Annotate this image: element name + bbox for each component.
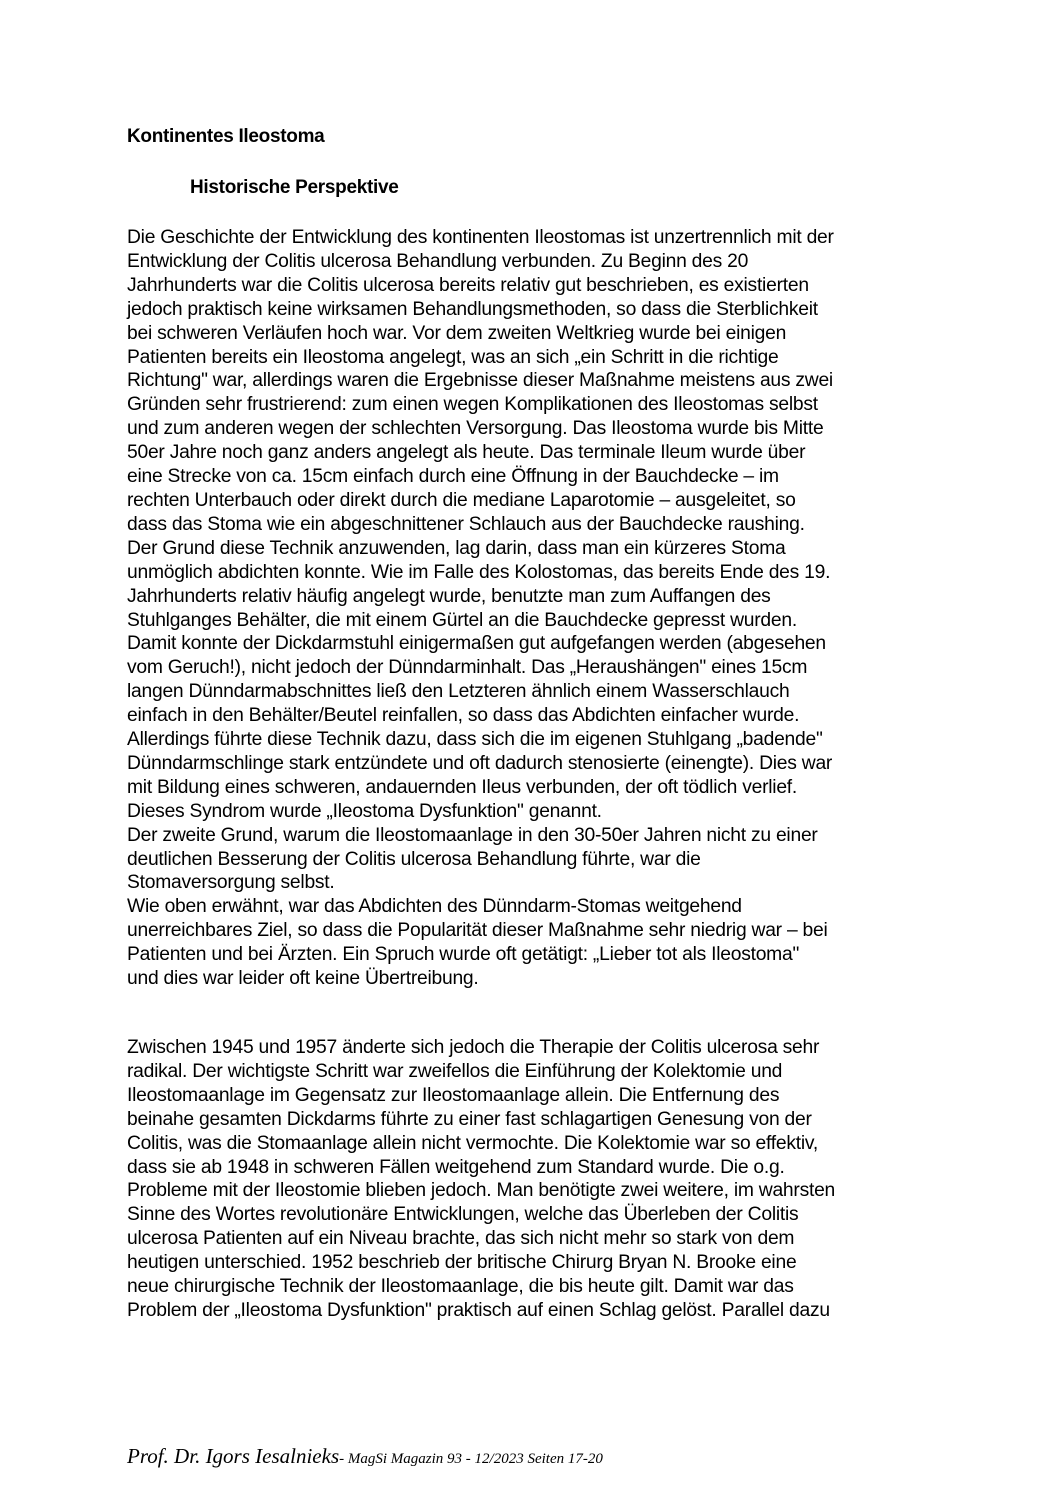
text-line: Jahrhunderts relativ häufig angelegt wurde, benutzte man zum Auffangen des	[127, 585, 771, 607]
text-line: eine Strecke von ca. 15cm einfach durch eine Öffnung in der Bauchdecke – im	[127, 466, 779, 488]
text-line: radikal. Der wichtigste Schritt war zweifellos die Einführung der Kolektomie und	[127, 1060, 783, 1082]
paragraph-2	[127, 1036, 947, 1323]
document-heading: Kontinentes Ileostoma	[127, 126, 325, 147]
text-line: Damit konnte der Dickdarmstuhl einigermaßen gut aufgefangen werden (abgesehen	[127, 633, 826, 655]
text-line: Der Grund diese Technik anzuwenden, lag darin, dass man ein kürzeres Stoma	[127, 537, 786, 559]
text-line: Dieses Syndrom wurde „Ileostoma Dysfunktion" genannt.	[127, 800, 602, 822]
text-line: bei schweren Verläufen hoch war. Vor dem zweiten Weltkrieg wurde bei einigen	[127, 322, 787, 344]
section-subheading: Historische Perspektive	[190, 177, 399, 198]
page-footer	[127, 1444, 603, 1469]
text-line: unmöglich abdichten konnte. Wie im Falle des Kolostomas, das bereits Ende des 19.	[127, 561, 831, 583]
text-line: Der zweite Grund, warum die Ileostomaanlage in den 30-50er Jahren nicht zu einer	[127, 824, 818, 846]
text-line: rechten Unterbauch oder direkt durch die mediane Laparotomie – ausgeleitet, so	[127, 489, 796, 511]
text-line: neue chirurgische Technik der Ileostomaanlage, die bis heute gilt. Damit war das	[127, 1276, 794, 1298]
footer-author: Prof. Dr. Igors Iesalnieks	[127, 1444, 340, 1468]
text-line: Stomaversorgung selbst.	[127, 872, 335, 894]
text-line: Colitis, was die Stomaanlage allein nicht vermochte. Die Kolektomie war so effektiv,	[127, 1132, 818, 1154]
text-line: einfach in den Behälter/Beutel reinfallen, so dass das Abdichten einfacher wurde.	[127, 705, 800, 727]
text-line: jedoch praktisch keine wirksamen Behandlungsmethoden, so dass die Sterblichkeit	[127, 298, 818, 320]
text-line: Sinne des Wortes revolutionäre Entwicklungen, welche das Überleben der Colitis	[127, 1204, 799, 1226]
text-line: Gründen sehr frustrierend: zum einen wegen Komplikationen des Ileostomas selbst	[127, 394, 818, 416]
text-line: Entwicklung der Colitis ulcerosa Behandlung verbunden. Zu Beginn des 20	[127, 250, 749, 272]
text-line: Wie oben erwähnt, war das Abdichten des Dünndarm-Stomas weitgehend	[127, 896, 742, 918]
footer-reference: - MagSi Magazin 93 - 12/2023 Seiten 17-20	[339, 1451, 603, 1467]
text-line: Zwischen 1945 und 1957 änderte sich jedoch die Therapie der Colitis ulcerosa sehr	[127, 1037, 820, 1058]
text-line: vom Geruch!), nicht jedoch der Dünndarminhalt. Das „Heraushängen" eines 15cm	[127, 657, 808, 679]
paragraph-1	[127, 226, 947, 991]
text-line: Dünndarmschlinge stark entzündete und oft dadurch stenosierte (einengte). Dies war	[127, 752, 833, 774]
text-line: Problem der „Ileostoma Dysfunktion" praktisch auf einen Schlag gelöst. Parallel dazu	[127, 1299, 830, 1321]
text-line: dass sie ab 1948 in schweren Fällen weitgehend zum Standard wurde. Die o.g.	[127, 1156, 785, 1178]
text-line: deutlichen Besserung der Colitis ulcerosa Behandlung führte, war die	[127, 848, 701, 870]
text-line: heutigen unterschied. 1952 beschrieb der britische Chirurg Bryan N. Brooke eine	[127, 1252, 797, 1274]
text-line: Die Geschichte der Entwicklung des kontinenten Ileostomas ist unzertrennlich mit der	[127, 227, 834, 248]
text-line: und dies war leider oft keine Übertreibung.	[127, 968, 479, 990]
text-line: und zum anderen wegen der schlechten Versorgung. Das Ileostoma wurde bis Mitte	[127, 418, 824, 440]
text-line: Patienten bereits ein Ileostoma angelegt, was an sich „ein Schritt in die richtige	[127, 346, 779, 368]
text-line: mit Bildung eines schweren, andauernden Ileus verbunden, der oft tödlich verlief.	[127, 776, 798, 798]
text-line: langen Dünndarmabschnittes ließ den Letzteren ähnlich einem Wasserschlauch	[127, 681, 790, 703]
text-line: ulcerosa Patienten auf ein Niveau brachte, das sich nicht mehr so stark von dem	[127, 1228, 795, 1250]
text-line: Patienten und bei Ärzten. Ein Spruch wurde oft getätigt: „Lieber tot als Ileostoma"	[127, 944, 800, 966]
text-line: Ileostomaanlage im Gegensatz zur Ileostomaanlage allein. Die Entfernung des	[127, 1084, 780, 1106]
text-line: Stuhlganges Behälter, die mit einem Gürtel an die Bauchdecke gepresst wurden.	[127, 609, 797, 631]
text-line: Richtung" war, allerdings waren die Ergebnisse dieser Maßnahme meistens aus zwei	[127, 370, 833, 392]
text-line: Allerdings führte diese Technik dazu, dass sich die im eigenen Stuhlgang „badende"	[127, 729, 823, 751]
text-line: Jahrhunderts war die Colitis ulcerosa bereits relativ gut beschrieben, es existierten	[127, 274, 809, 296]
text-line: unerreichbares Ziel, so dass die Popularität dieser Maßnahme sehr niedrig war – bei	[127, 920, 828, 942]
text-line: 50er Jahre noch ganz anders angelegt als heute. Das terminale Ileum wurde über	[127, 442, 806, 464]
text-line: Probleme mit der Ileostomie blieben jedoch. Man benötigte zwei weitere, im wahrsten	[127, 1180, 836, 1202]
text-line: beinahe gesamten Dickdarms führte zu einer fast schlagartigen Genesung von der	[127, 1108, 812, 1130]
text-line: dass das Stoma wie ein abgeschnittener Schlauch aus der Bauchdecke raushing.	[127, 513, 805, 535]
